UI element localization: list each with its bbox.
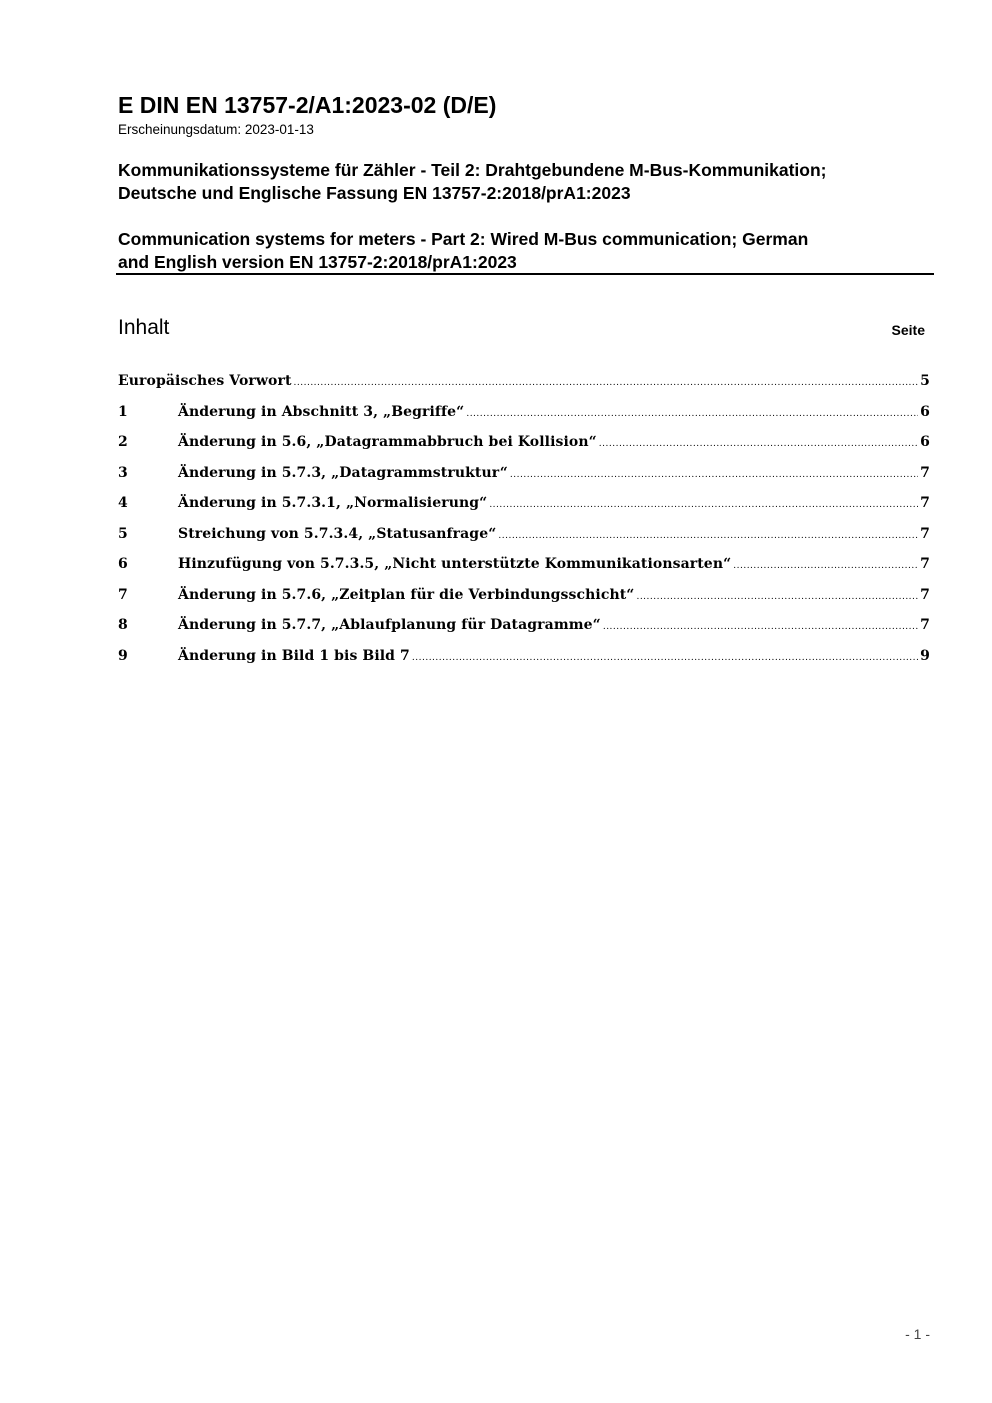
toc-entry-number: 5 bbox=[118, 525, 128, 542]
toc-leader-dots bbox=[510, 464, 918, 486]
toc-entry-title: Europäisches Vorwort bbox=[118, 373, 292, 389]
toc-entry[interactable] bbox=[118, 614, 930, 645]
toc-leader-dots bbox=[733, 555, 918, 577]
toc-leader-dots bbox=[603, 616, 918, 638]
toc-leader-dots bbox=[636, 586, 918, 608]
toc-entry-title: Änderung in 5.7.3, „Datagrammstruktur“ bbox=[178, 464, 508, 481]
toc-leader-dots bbox=[412, 647, 918, 669]
toc-entry-page: 7 bbox=[920, 495, 930, 511]
toc-leader-dots bbox=[294, 372, 919, 394]
toc-entry-number: 4 bbox=[118, 495, 128, 511]
toc-entry-page: 7 bbox=[920, 556, 930, 572]
toc-entry[interactable] bbox=[118, 584, 930, 615]
toc-entry-title: Änderung in Bild 1 bis Bild 7 bbox=[178, 647, 410, 664]
toc-entry-page: 7 bbox=[920, 525, 930, 542]
toc-leader-dots bbox=[489, 494, 918, 516]
publication-date: Erscheinungsdatum: 2023-01-13 bbox=[118, 122, 314, 137]
toc-leader-dots bbox=[599, 433, 918, 455]
toc-page-column-label: Seite bbox=[891, 322, 925, 338]
table-of-contents bbox=[118, 370, 930, 675]
toc-entry-title: Änderung in 5.7.6, „Zeitplan für die Verbindungsschicht“ bbox=[178, 586, 635, 603]
toc-entry[interactable] bbox=[118, 401, 930, 432]
toc-entry-title: Änderung in 5.7.3.1, „Normalisierung“ bbox=[178, 495, 488, 511]
title-german bbox=[118, 159, 938, 205]
toc-entry[interactable] bbox=[118, 370, 930, 401]
toc-entry-number: 8 bbox=[118, 617, 128, 633]
toc-entry-title: Änderung in 5.6, „Datagrammabbruch bei Kollision“ bbox=[178, 434, 597, 450]
toc-entry-page: 7 bbox=[920, 464, 930, 481]
title-english bbox=[118, 228, 938, 274]
toc-entry[interactable] bbox=[118, 645, 930, 676]
toc-entry-number: 2 bbox=[118, 434, 128, 450]
toc-entry-page: 7 bbox=[920, 586, 930, 603]
title-divider bbox=[116, 273, 934, 275]
toc-heading: Inhalt bbox=[118, 316, 170, 339]
toc-entry-title: Änderung in Abschnitt 3, „Begriffe“ bbox=[178, 403, 465, 420]
toc-entry-page: 7 bbox=[920, 617, 930, 633]
toc-leader-dots bbox=[466, 403, 918, 425]
toc-entry[interactable] bbox=[118, 553, 930, 584]
toc-entry[interactable] bbox=[118, 431, 930, 462]
toc-entry-number: 3 bbox=[118, 464, 128, 481]
toc-entry-number: 9 bbox=[118, 647, 128, 664]
toc-entry-page: 9 bbox=[920, 647, 930, 664]
page-number: - 1 - bbox=[905, 1326, 930, 1342]
title-english-line-2: and English version EN 13757-2:2018/prA1:2023 bbox=[118, 252, 517, 272]
toc-entry-title: Hinzufügung von 5.7.3.5, „Nicht unterstützte Kommunikationsarten“ bbox=[178, 556, 732, 572]
title-german-line-1: Kommunikationssysteme für Zähler - Teil 2: Drahtgebundene M-Bus-Kommunikation; bbox=[118, 160, 827, 180]
toc-entry-number: 7 bbox=[118, 586, 128, 603]
toc-entry[interactable] bbox=[118, 462, 930, 493]
toc-entry-page: 6 bbox=[920, 434, 930, 450]
document-id: E DIN EN 13757-2/A1:2023-02 (D/E) bbox=[118, 92, 497, 118]
title-english-line-1: Communication systems for meters - Part 2: Wired M-Bus communication; German bbox=[118, 229, 809, 249]
toc-entry[interactable] bbox=[118, 523, 930, 554]
title-german-line-2: Deutsche und Englische Fassung EN 13757-2:2018/prA1:2023 bbox=[118, 183, 631, 203]
toc-entry-title: Änderung in 5.7.7, „Ablaufplanung für Datagramme“ bbox=[178, 617, 601, 633]
toc-entry-page: 5 bbox=[920, 373, 930, 389]
toc-entry-number: 1 bbox=[118, 403, 128, 420]
toc-leader-dots bbox=[498, 525, 918, 547]
toc-entry-page: 6 bbox=[920, 403, 930, 420]
toc-entry-number: 6 bbox=[118, 556, 128, 572]
toc-entry-title: Streichung von 5.7.3.4, „Statusanfrage“ bbox=[178, 525, 497, 542]
toc-entry[interactable] bbox=[118, 492, 930, 523]
